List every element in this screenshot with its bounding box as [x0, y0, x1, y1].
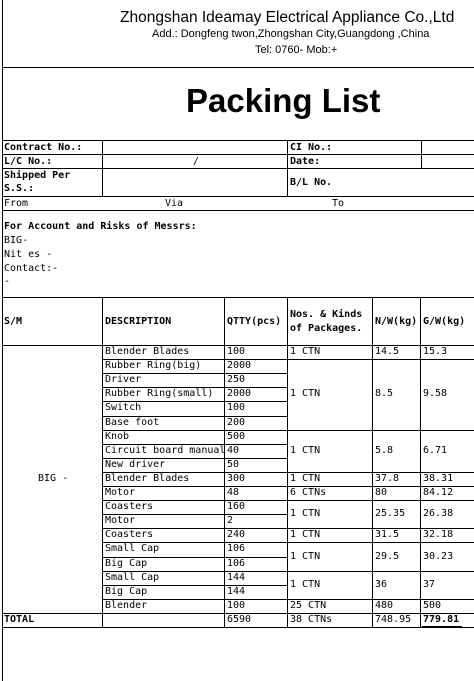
group-net-weight: 480 — [375, 599, 394, 611]
table-group-rule — [287, 359, 474, 360]
lc-no-label: L/C No.: — [4, 156, 53, 167]
item-description: Base foot — [105, 416, 160, 428]
item-description: Big Cap — [105, 585, 148, 597]
group-net-weight: 29.5 — [375, 550, 400, 562]
table-col-line — [224, 297, 225, 345]
header-divider — [2, 67, 474, 68]
column-header-qtty: QTTY(pcs) — [227, 316, 282, 327]
item-description: Driver — [105, 374, 142, 386]
group-gross-weight: 9.58 — [423, 388, 448, 400]
column-header-nw: N/W(kg) — [375, 316, 418, 327]
item-quantity: 40 — [227, 444, 240, 456]
group-gross-weight: 30.23 — [423, 550, 454, 562]
item-description: Knob — [105, 430, 130, 442]
via-label: Via — [165, 198, 184, 209]
table-col-line — [224, 345, 225, 627]
total-gw-underline — [422, 626, 462, 627]
item-description: Small Cap — [105, 571, 160, 583]
group-gross-weight: 37 — [423, 578, 436, 590]
item-quantity: 160 — [227, 501, 246, 513]
item-quantity: 2000 — [227, 360, 252, 372]
group-net-weight: 37.8 — [375, 472, 400, 484]
item-description: Circuit board manual — [105, 444, 226, 456]
company-address: Add.: Dongfeng twon,Zhongshan City,Guangdong ,China — [152, 28, 430, 40]
column-header-description: DESCRIPTION — [105, 316, 172, 327]
group-packages: 1 CTN — [290, 529, 321, 541]
ci-no-label: CI No.: — [290, 142, 333, 153]
table-group-rule — [287, 500, 474, 501]
item-description: Rubber Ring(small) — [105, 388, 214, 400]
from-label: From — [4, 198, 29, 209]
group-net-weight: 5.8 — [375, 444, 394, 456]
shipped-ss-label: S.S.: — [4, 183, 35, 194]
company-phone: Tel: 0760- Mob:+ — [255, 44, 338, 56]
group-gross-weight: 500 — [423, 599, 442, 611]
info-col-line — [421, 140, 422, 168]
info-rule-top — [2, 140, 474, 141]
info-col-line — [102, 140, 103, 196]
table-col-line — [420, 297, 421, 345]
total-rule-bottom — [2, 627, 474, 628]
account-line: - — [4, 276, 11, 287]
column-header-kinds: Nos. & Kinds — [290, 309, 363, 320]
frame-left — [2, 0, 3, 681]
info-col-line — [287, 140, 288, 196]
group-packages: 1 CTN — [290, 472, 321, 484]
item-quantity: 48 — [227, 487, 240, 498]
document-title: Packing List — [186, 82, 381, 119]
group-net-weight: 8.5 — [375, 388, 394, 400]
info-rule — [2, 196, 474, 197]
group-net-weight: 31.5 — [375, 529, 400, 541]
date-label: Date: — [290, 156, 321, 167]
item-quantity: 100 — [227, 599, 246, 611]
table-col-line — [102, 345, 103, 627]
item-description: Motor — [105, 515, 136, 527]
column-header-kinds: of Packages. — [290, 323, 363, 334]
account-line: Nit es - — [4, 249, 53, 260]
info-rule — [2, 154, 474, 155]
item-description: New driver — [105, 458, 166, 470]
table-col-line — [287, 297, 288, 345]
item-quantity: 100 — [227, 346, 246, 357]
group-packages: 1 CTN — [290, 388, 321, 400]
group-gross-weight: 38.31 — [423, 472, 454, 484]
item-quantity: 240 — [227, 529, 246, 541]
group-gross-weight: 32.18 — [423, 529, 454, 541]
item-description: Coasters — [105, 501, 154, 513]
lc-no-slash: / — [193, 156, 200, 167]
item-quantity: 50 — [227, 458, 240, 470]
table-rule-top — [2, 297, 474, 298]
item-description: Blender Blades — [105, 472, 190, 484]
total-label: TOTAL — [4, 613, 35, 625]
table-col-line — [102, 297, 103, 345]
account-heading: For Account and Risks of Messrs: — [4, 221, 197, 232]
column-header-sm: S/M — [4, 316, 23, 327]
shipped-per-label: Shipped Per — [4, 170, 71, 181]
item-description: Rubber Ring(big) — [105, 360, 202, 372]
item-quantity: 300 — [227, 472, 246, 484]
item-quantity: 106 — [227, 543, 246, 555]
group-gross-weight: 15.3 — [423, 346, 448, 358]
group-packages: 6 CTNs — [290, 487, 327, 499]
item-description: Switch — [105, 402, 142, 414]
item-quantity: 106 — [227, 557, 246, 569]
item-description: Coasters — [105, 529, 154, 541]
contract-no-label: Contract No.: — [4, 142, 83, 153]
group-packages: 1 CTN — [290, 346, 321, 358]
item-description: Small Cap — [105, 543, 160, 555]
group-packages: 25 CTN — [290, 599, 327, 611]
account-line: BIG- — [4, 235, 29, 246]
item-quantity: 144 — [227, 571, 246, 583]
account-line: Contact:- — [4, 263, 59, 274]
item-quantity: 200 — [227, 416, 246, 428]
table-row-rule — [102, 430, 287, 431]
item-quantity: 2000 — [227, 388, 252, 400]
group-gross-weight: 84.12 — [423, 487, 454, 499]
group-packages: 1 CTN — [290, 550, 321, 562]
item-description: Blender — [105, 599, 148, 611]
item-description: Motor — [105, 487, 136, 498]
group-net-weight: 14.5 — [375, 346, 400, 358]
group-packages: 1 CTN — [290, 444, 321, 456]
group-net-weight: 80 — [375, 487, 388, 499]
group-net-weight: 36 — [375, 578, 388, 590]
total-net-weight: 748.95 — [375, 613, 412, 625]
group-net-weight: 25.35 — [375, 508, 406, 520]
item-description: Blender Blades — [105, 346, 190, 357]
item-quantity: 2 — [227, 515, 234, 527]
item-quantity: 500 — [227, 430, 246, 442]
table-group-rule — [287, 542, 474, 543]
group-packages: 1 CTN — [290, 508, 321, 520]
group-packages: 1 CTN — [290, 578, 321, 590]
info-rule — [2, 168, 474, 169]
total-gross-weight: 779.81 — [423, 613, 460, 625]
total-quantity: 6590 — [227, 613, 252, 625]
item-quantity: 100 — [227, 402, 246, 414]
item-quantity: 250 — [227, 374, 246, 386]
group-gross-weight: 26.38 — [423, 508, 454, 520]
table-group-rule — [287, 571, 474, 572]
total-packages: 38 CTNs — [290, 613, 333, 625]
sm-value: BIG - — [38, 472, 69, 484]
to-label: To — [332, 198, 345, 209]
item-description: Big Cap — [105, 557, 148, 569]
info-rule — [2, 210, 474, 211]
table-col-line — [372, 297, 373, 345]
item-quantity: 144 — [227, 585, 246, 597]
table-group-rule — [287, 430, 474, 431]
column-header-gw: G/W(kg) — [423, 316, 466, 327]
company-name: Zhongshan Ideamay Electrical Appliance Co.,Ltd — [120, 9, 455, 26]
group-gross-weight: 6.71 — [423, 444, 448, 456]
bl-no-label: B/L No. — [290, 177, 333, 188]
